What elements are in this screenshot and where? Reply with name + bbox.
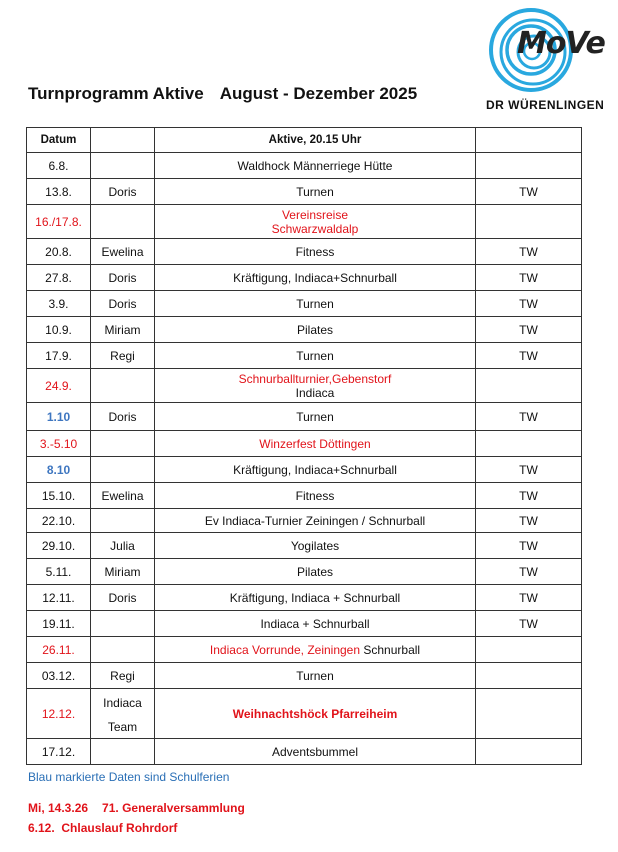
table-row <box>27 403 582 431</box>
row-activity: Turnen <box>155 179 476 205</box>
table-row <box>27 291 582 317</box>
row-activity: Fitness <box>155 239 476 265</box>
row-activity <box>155 369 476 403</box>
row-note: TW <box>476 457 582 483</box>
row-date: 3.-5.10 <box>27 431 91 457</box>
title-text: Turnprogramm Aktive <box>28 84 204 103</box>
row-note <box>476 431 582 457</box>
event1-date: Mi, 14.3.26 <box>28 801 89 815</box>
row-note <box>476 739 582 765</box>
table-row <box>27 483 582 509</box>
row-date: 8.10 <box>27 457 91 483</box>
row-activity: Pilates <box>155 317 476 343</box>
row-leader <box>91 689 155 739</box>
row-date: 5.11. <box>27 559 91 585</box>
row-date: 12.12. <box>27 689 91 739</box>
row-note <box>476 663 582 689</box>
table-row <box>27 179 582 205</box>
row-leader: Doris <box>91 291 155 317</box>
row-activity: Adventsbummel <box>155 739 476 765</box>
table-row <box>27 369 582 403</box>
table-row <box>27 153 582 179</box>
row-leader <box>91 637 155 663</box>
table-row <box>27 431 582 457</box>
header-leader <box>91 128 155 153</box>
row-date: 15.10. <box>27 483 91 509</box>
row-activity: Kräftigung, Indiaca+Schnurball <box>155 457 476 483</box>
schedule-table <box>26 127 582 765</box>
row-leader: Doris <box>91 403 155 431</box>
row-activity: Fitness <box>155 483 476 509</box>
table-row <box>27 559 582 585</box>
row-date: 17.12. <box>27 739 91 765</box>
table-row <box>27 239 582 265</box>
leader-line1: Indiaca <box>103 695 142 710</box>
row-activity: Turnen <box>155 343 476 369</box>
row-leader <box>91 611 155 637</box>
row-leader <box>91 369 155 403</box>
row-date: 29.10. <box>27 533 91 559</box>
activity-line1: Schnurballturnier,Gebenstorf <box>238 371 392 386</box>
row-note: TW <box>476 317 582 343</box>
row-leader: Ewelina <box>91 483 155 509</box>
row-leader <box>91 205 155 239</box>
row-note: TW <box>476 179 582 205</box>
row-date: 17.9. <box>27 343 91 369</box>
row-leader: Regi <box>91 343 155 369</box>
row-activity: Kräftigung, Indiaca+Schnurball <box>155 265 476 291</box>
row-note: TW <box>476 291 582 317</box>
table-row <box>27 739 582 765</box>
table-row <box>27 689 582 739</box>
header-note <box>476 128 582 153</box>
activity-red-part: Indiaca Vorrunde, Zeiningen <box>209 642 361 657</box>
row-leader: Doris <box>91 179 155 205</box>
table-row <box>27 205 582 239</box>
row-activity <box>155 637 476 663</box>
row-activity: Weihnachtshöck Pfarreiheim <box>155 689 476 739</box>
table-row <box>27 585 582 611</box>
row-note: TW <box>476 343 582 369</box>
row-date: 6.8. <box>27 153 91 179</box>
row-leader: Miriam <box>91 559 155 585</box>
table-row <box>27 509 582 533</box>
table-row <box>27 663 582 689</box>
event1-text: 71. Generalversammlung <box>102 801 245 815</box>
row-activity: Turnen <box>155 663 476 689</box>
row-date: 19.11. <box>27 611 91 637</box>
row-activity: Yogilates <box>155 533 476 559</box>
header-date: Datum <box>27 128 91 153</box>
move-logo <box>483 8 605 120</box>
activity-line2: Indiaca <box>295 385 335 400</box>
row-activity: Turnen <box>155 291 476 317</box>
row-activity <box>155 205 476 239</box>
row-leader <box>91 457 155 483</box>
row-activity: Pilates <box>155 559 476 585</box>
row-leader: Regi <box>91 663 155 689</box>
row-leader <box>91 739 155 765</box>
row-leader: Miriam <box>91 317 155 343</box>
table-row <box>27 611 582 637</box>
row-date: 10.9. <box>27 317 91 343</box>
row-date: 27.8. <box>27 265 91 291</box>
row-note: TW <box>476 239 582 265</box>
page-title <box>28 84 433 104</box>
logo-brand: MoVe <box>517 26 605 61</box>
row-date: 03.12. <box>27 663 91 689</box>
row-leader <box>91 153 155 179</box>
row-note: TW <box>476 483 582 509</box>
row-date: 1.10 <box>27 403 91 431</box>
table-row <box>27 533 582 559</box>
title-period: August - Dezember 2025 <box>219 84 418 103</box>
table-row <box>27 637 582 663</box>
row-date: 12.11. <box>27 585 91 611</box>
row-activity: Indiaca + Schnurball <box>155 611 476 637</box>
row-leader: Doris <box>91 585 155 611</box>
holiday-note: Blau markierte Daten sind Schulferien <box>28 770 230 784</box>
row-note <box>476 689 582 739</box>
row-activity: Winzerfest Döttingen <box>155 431 476 457</box>
row-note: TW <box>476 403 582 431</box>
row-note: TW <box>476 265 582 291</box>
row-leader: Ewelina <box>91 239 155 265</box>
activity-line1: Vereinsreise <box>281 207 349 222</box>
row-activity: Turnen <box>155 403 476 431</box>
leader-line2: Team <box>107 719 138 734</box>
event-chlauslauf: 6.12. Chlauslauf Rohrdorf <box>28 821 178 835</box>
row-note: TW <box>476 559 582 585</box>
row-date: 13.8. <box>27 179 91 205</box>
row-activity: Waldhock Männerriege Hütte <box>155 153 476 179</box>
row-note <box>476 205 582 239</box>
activity-black-part: Schnurball <box>363 642 421 657</box>
row-leader: Doris <box>91 265 155 291</box>
table-header-row <box>27 128 582 153</box>
row-note: TW <box>476 585 582 611</box>
table-row <box>27 343 582 369</box>
row-activity: Ev Indiaca-Turnier Zeiningen / Schnurball <box>155 509 476 533</box>
table-row <box>27 317 582 343</box>
row-activity: Kräftigung, Indiaca + Schnurball <box>155 585 476 611</box>
row-date: 22.10. <box>27 509 91 533</box>
row-leader <box>91 431 155 457</box>
row-date: 3.9. <box>27 291 91 317</box>
row-leader <box>91 509 155 533</box>
row-note: TW <box>476 533 582 559</box>
row-note: TW <box>476 509 582 533</box>
row-date: 26.11. <box>27 637 91 663</box>
row-note <box>476 637 582 663</box>
row-note <box>476 153 582 179</box>
activity-line2: Schwarzwaldalp <box>271 221 359 236</box>
table-row <box>27 457 582 483</box>
header-activity: Aktive, 20.15 Uhr <box>155 128 476 153</box>
row-date: 24.9. <box>27 369 91 403</box>
row-leader: Julia <box>91 533 155 559</box>
logo-subtitle: DR WÜRENLINGEN <box>486 98 605 112</box>
row-note: TW <box>476 611 582 637</box>
table-row <box>27 265 582 291</box>
row-date: 16./17.8. <box>27 205 91 239</box>
row-date: 20.8. <box>27 239 91 265</box>
event-general-assembly <box>28 801 245 815</box>
row-note <box>476 369 582 403</box>
